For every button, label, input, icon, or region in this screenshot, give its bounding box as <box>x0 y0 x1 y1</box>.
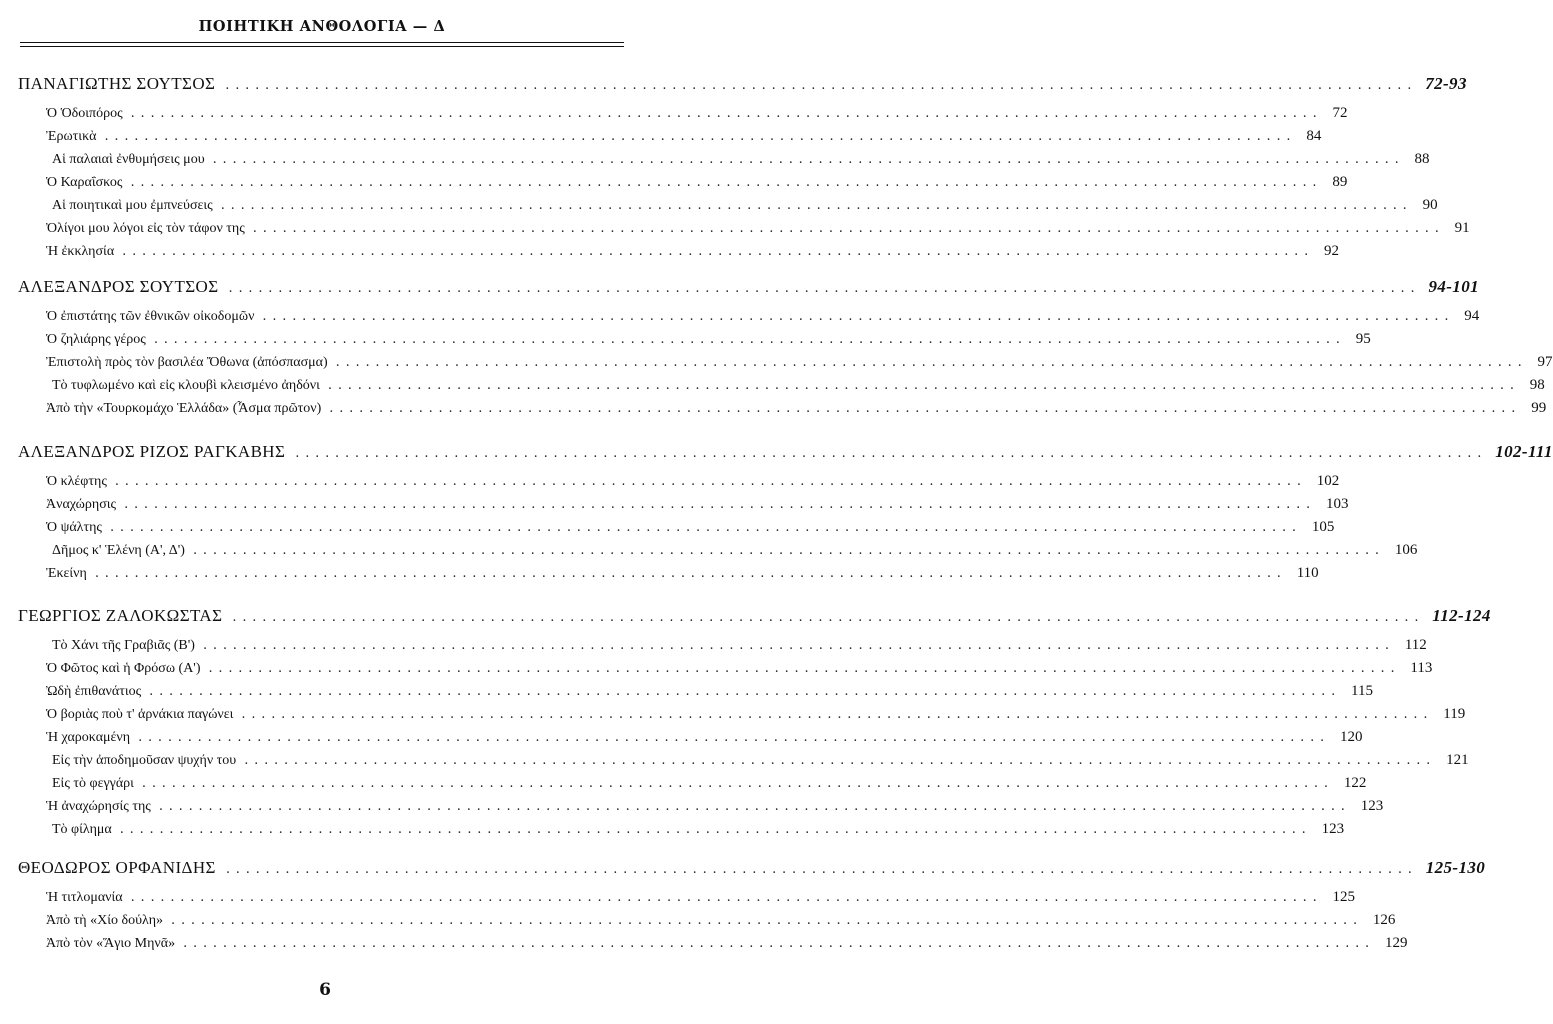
dot-leader: ........................................................................................................................ <box>158 799 1351 814</box>
dot-leader: ........................................................................................................................ <box>94 566 1287 581</box>
entry-title: Τὸ Χάνι τῆς Γραβιᾶς (Β') <box>52 638 195 653</box>
entry-page: 91 <box>1454 220 1470 236</box>
entry-list <box>18 889 1408 958</box>
toc-entry <box>18 519 1335 542</box>
toc-entry <box>18 660 1433 683</box>
entry-title: Ἀναχώρησις <box>46 497 117 512</box>
entry-page: 115 <box>1351 683 1373 699</box>
entry-title: Ὁ κλέφτης <box>46 474 107 489</box>
toc-entry <box>18 220 1470 243</box>
entry-page: 113 <box>1410 660 1433 676</box>
section-heading <box>18 606 1491 633</box>
dot-leader: ........................................................................................................................ <box>130 890 1323 905</box>
toc-entry <box>18 128 1322 151</box>
toc-entry <box>18 565 1319 588</box>
dot-leader: ........................................................................................................................ <box>130 106 1323 121</box>
entry-title: Ἡ ἐκκλησία <box>46 244 115 259</box>
dot-leader: ........................................................................................................................ <box>109 520 1302 535</box>
author-name: ΑΛΕΞΑΝΔΡΟΣ ΣΟΥΤΣΟΣ <box>18 277 219 296</box>
dot-leader: ........................................................................................................................ <box>327 378 1520 393</box>
page-range: 94-101 <box>1428 277 1479 296</box>
toc-entry <box>18 821 1345 844</box>
toc-entry <box>18 308 1480 331</box>
dot-leader: ........................................................................................................................ <box>202 638 1395 653</box>
entry-page: 120 <box>1339 729 1363 745</box>
toc-entry <box>18 683 1373 706</box>
toc-entry <box>18 542 1418 565</box>
entry-list <box>18 473 1418 588</box>
entry-page: 72 <box>1332 105 1348 121</box>
author-name: ΠΑΝΑΓΙΩΤΗΣ ΣΟΥΤΣΟΣ <box>18 74 216 93</box>
entry-page: 88 <box>1414 151 1430 167</box>
dot-leader: ........................................................................................................................ <box>119 822 1312 837</box>
header-rule-thin <box>20 46 624 47</box>
entry-page: 97 <box>1537 354 1553 370</box>
entry-title: Ὁ Ὁδοιπόρος <box>46 106 123 121</box>
dot-leader: ........................................................................................................................ <box>252 221 1445 236</box>
toc-entry <box>18 174 1348 197</box>
toc-entry <box>18 752 1469 775</box>
author-name: ΑΛΕΞΑΝΔΡΟΣ ΡΙΖΟΣ ΡΑΓΚΑΒΗΣ <box>18 442 286 461</box>
entry-page: 94 <box>1464 308 1480 324</box>
entry-title: Ἡ τιτλομανία <box>46 890 123 905</box>
author-name: ΘΕΟΔΩΡΟΣ ΟΡΦΑΝΙΔΗΣ <box>18 858 216 877</box>
entry-page: 102 <box>1316 473 1340 489</box>
entry-list <box>18 308 1553 423</box>
entry-page: 110 <box>1296 565 1319 581</box>
entry-title: Ἡ χαροκαμένη <box>46 730 131 745</box>
entry-page: 123 <box>1360 798 1384 814</box>
page-range: 72-93 <box>1425 74 1467 93</box>
toc-entry <box>18 706 1466 729</box>
entry-title: Τὸ τυφλωμένο καὶ εἰς κλουβὶ κλεισμένο ἀηδόνι <box>52 378 320 393</box>
entry-title: Ὁ ἐπιστάτης τῶν ἐθνικῶν οἰκοδομῶν <box>46 309 255 324</box>
entry-page: 89 <box>1332 174 1348 190</box>
dot-leader: ........................................................................................................................ <box>241 707 1434 722</box>
section-heading <box>18 277 1479 304</box>
dot-leader: ........................................................................................................................ <box>149 684 1342 699</box>
entry-title: Ὀλίγοι μου λόγοι εἰς τὸν τάφον της <box>46 221 245 236</box>
entry-page: 121 <box>1446 752 1469 768</box>
entry-title: Εἰς τὴν ἀποδημοῦσαν ψυχήν του <box>52 753 237 768</box>
entry-page: 105 <box>1311 519 1335 535</box>
dot-leader: ........................................................................................................................ <box>114 474 1307 489</box>
entry-title: Ἀπὸ τὴ «Χίο δούλη» <box>46 913 164 928</box>
dot-leader: ........................................................................................................................ <box>183 936 1375 951</box>
toc-section <box>18 858 1486 958</box>
entry-title: Ἀπὸ τὸν «Ἅγιο Μηνᾶ» <box>46 936 176 951</box>
dot-leader: ........................................................................................................................ <box>329 401 1522 416</box>
toc-entry <box>18 637 1427 660</box>
toc-entry <box>18 935 1408 958</box>
entry-title: Τὸ φίλημα <box>52 822 112 837</box>
toc-entry <box>18 243 1340 266</box>
entry-page: 125 <box>1332 889 1356 905</box>
author-name: ΓΕΩΡΓΙΟΣ ΖΑΛΟΚΩΣΤΑΣ <box>18 606 223 625</box>
dot-leader: ........................................................................................................................ <box>212 152 1405 167</box>
entry-page: 112 <box>1404 637 1427 653</box>
page-number: 6 <box>319 980 331 1000</box>
section-heading <box>18 442 1553 469</box>
entry-title: Ἐρωτικὰ <box>46 129 97 144</box>
entry-title: Ἡ ἀναχώρησίς της <box>46 799 151 814</box>
entry-title: Ὁ Φῶτος καὶ ἡ Φρόσω (Α') <box>46 661 201 676</box>
page-range: 112-124 <box>1432 606 1491 625</box>
entry-title: Ὁ ζηλιάρης γέρος <box>46 332 146 347</box>
dot-leader: ........................................................................................................................ <box>262 309 1455 324</box>
entry-list <box>18 105 1470 266</box>
entry-page: 123 <box>1321 821 1345 837</box>
dot-leader: ........................................................................................................................ <box>130 175 1323 190</box>
toc-section <box>18 442 1553 588</box>
toc-entry <box>18 197 1438 220</box>
toc-section <box>18 277 1553 423</box>
dot-leader: ........................................................................................................................ <box>122 244 1315 259</box>
entry-title: Ἐκείνη <box>46 566 87 581</box>
dot-leader: ........................................................................................................................ <box>138 730 1330 745</box>
section-heading <box>18 74 1467 101</box>
toc-entry <box>18 473 1340 496</box>
dot-leader: ........................................................................................................................ <box>232 610 1425 625</box>
toc-entry <box>18 331 1371 354</box>
dot-leader: ........................................................................................................................ <box>141 776 1334 791</box>
entry-page: 106 <box>1394 542 1418 558</box>
dot-leader: ........................................................................................................................ <box>220 198 1413 213</box>
toc-entry <box>18 798 1384 821</box>
dot-leader: ........................................................................................................................ <box>295 446 1488 461</box>
dot-leader: ........................................................................................................................ <box>225 862 1418 877</box>
entry-title: Ὠδὴ ἐπιθανάτιος <box>46 684 142 699</box>
toc-entry <box>18 400 1547 423</box>
dot-leader: ........................................................................................................................ <box>335 355 1528 370</box>
entry-page: 98 <box>1529 377 1545 393</box>
toc-entry <box>18 889 1356 912</box>
entry-title: Αἱ παλαιαὶ ἐνθυμήσεις μου <box>52 152 205 167</box>
entry-page: 126 <box>1372 912 1396 928</box>
entry-page: 119 <box>1443 706 1466 722</box>
entry-page: 122 <box>1343 775 1367 791</box>
toc-entry <box>18 151 1430 174</box>
entry-title: Εἰς τὸ φεγγάρι <box>52 776 134 791</box>
entry-list <box>18 637 1469 844</box>
toc-entry <box>18 377 1545 400</box>
section-heading <box>18 858 1486 885</box>
page-range: 102-111 <box>1495 442 1553 461</box>
entry-title: Ἐπιστολὴ πρὸς τὸν βασιλέα Ὄθωνα (ἀπόσπασμα) <box>46 355 328 370</box>
toc-entry <box>18 775 1367 798</box>
entry-title: Ὁ Καραΐσκος <box>46 175 123 190</box>
toc-entry <box>18 496 1349 519</box>
dot-leader: ........................................................................................................................ <box>225 78 1418 93</box>
page-range: 125-130 <box>1425 858 1486 877</box>
entry-page: 92 <box>1324 243 1340 259</box>
entry-title: Ὁ ψάλτης <box>46 520 102 535</box>
toc-entry <box>18 354 1553 377</box>
dot-leader: ........................................................................................................................ <box>244 753 1437 768</box>
entry-title: Αἱ ποιητικαὶ μου ἐμπνεύσεις <box>52 198 213 213</box>
dot-leader: ........................................................................................................................ <box>228 281 1421 296</box>
entry-page: 99 <box>1531 400 1547 416</box>
header-rule-thick <box>20 42 624 43</box>
dot-leader: ........................................................................................................................ <box>192 543 1385 558</box>
dot-leader: ........................................................................................................................ <box>104 129 1297 144</box>
entry-page: 90 <box>1422 197 1438 213</box>
entry-page: 129 <box>1385 935 1408 951</box>
dot-leader: ........................................................................................................................ <box>153 332 1346 347</box>
toc-section <box>18 74 1470 266</box>
entry-title: Δῆμος κ' Ἑλένη (Α', Δ') <box>52 543 185 558</box>
entry-page: 84 <box>1306 128 1322 144</box>
entry-page: 95 <box>1355 331 1371 347</box>
toc-entry <box>18 912 1396 935</box>
toc-entry <box>18 105 1348 128</box>
dot-leader: ........................................................................................................................ <box>208 661 1401 676</box>
entry-page: 103 <box>1325 496 1349 512</box>
entry-title: Ὁ βοριὰς ποὺ τ' ἀρνάκια παγώνει <box>46 707 234 722</box>
toc-section <box>18 606 1491 844</box>
running-header: ΠΟΙΗΤΙΚΗ ΑΝΘΟΛΟΓΙΑ — Δ <box>198 18 446 35</box>
entry-title: Ἀπὸ τὴν «Τουρκομάχο Ἑλλάδα» (Ἆσμα πρῶτον) <box>46 401 322 416</box>
toc-entry <box>18 729 1363 752</box>
dot-leader: ........................................................................................................................ <box>171 913 1363 928</box>
dot-leader: ........................................................................................................................ <box>124 497 1316 512</box>
